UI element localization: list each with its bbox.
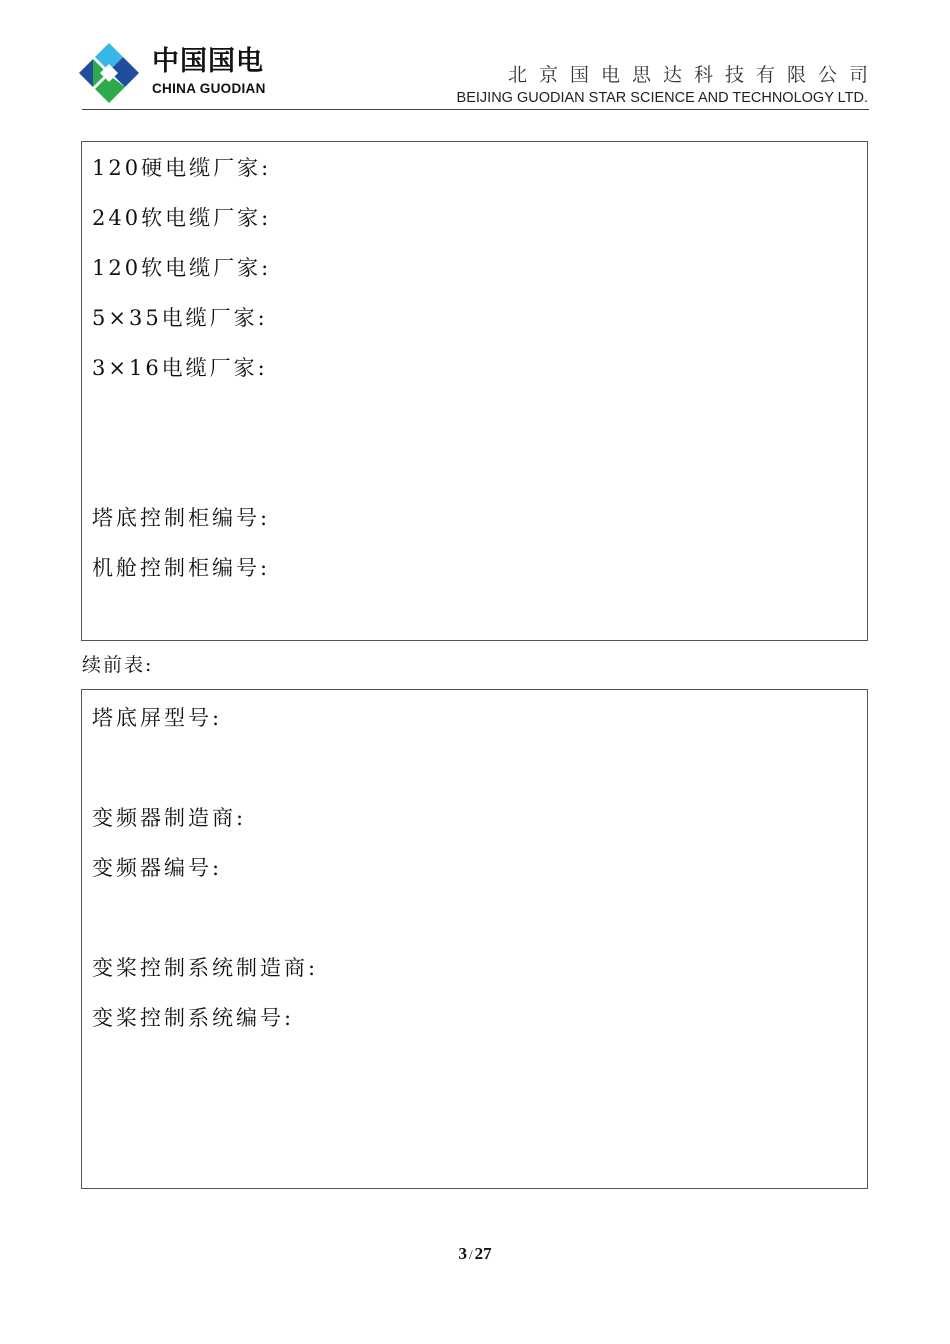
company-name-english: BEIJING GUODIAN STAR SCIENCE AND TECHNOLOGY LTD. bbox=[456, 90, 868, 106]
equipment-info-table bbox=[81, 141, 868, 641]
field-5x35-cable-maker: 5×35电缆厂家: bbox=[92, 306, 268, 330]
field-tower-base-cabinet-number: 塔底控制柜编号: bbox=[92, 506, 271, 530]
continued-table-label: 续前表: bbox=[82, 654, 154, 676]
page-separator: / bbox=[468, 1247, 473, 1262]
field-3x16-cable-maker: 3×16电缆厂家: bbox=[92, 356, 268, 380]
field-converter-manufacturer: 变频器制造商: bbox=[92, 806, 247, 830]
field-120-hard-cable-maker: 120硬电缆厂家: bbox=[92, 156, 272, 180]
page-number bbox=[0, 1245, 950, 1262]
field-pitch-system-manufacturer: 变桨控制系统制造商: bbox=[92, 956, 319, 980]
page-header bbox=[0, 0, 950, 112]
field-nacelle-cabinet-number: 机舱控制柜编号: bbox=[92, 556, 271, 580]
continued-equipment-table bbox=[81, 689, 868, 1189]
field-240-soft-cable-maker: 240软电缆厂家: bbox=[92, 206, 272, 230]
logo-english-name: CHINA GUODIAN bbox=[152, 81, 266, 96]
page-total: 27 bbox=[474, 1244, 492, 1263]
logo-chinese-name: 中国国电 bbox=[152, 46, 264, 77]
page-current: 3 bbox=[458, 1244, 467, 1263]
field-120-soft-cable-maker: 120软电缆厂家: bbox=[92, 256, 272, 280]
field-pitch-system-number: 变桨控制系统编号: bbox=[92, 1006, 295, 1030]
china-guodian-logo-icon bbox=[78, 42, 140, 104]
field-tower-base-panel-model: 塔底屏型号: bbox=[92, 706, 223, 730]
field-converter-number: 变频器编号: bbox=[92, 856, 223, 880]
header-divider bbox=[82, 109, 869, 110]
company-name-chinese: 北京国电思达科技有限公司 bbox=[507, 64, 880, 86]
